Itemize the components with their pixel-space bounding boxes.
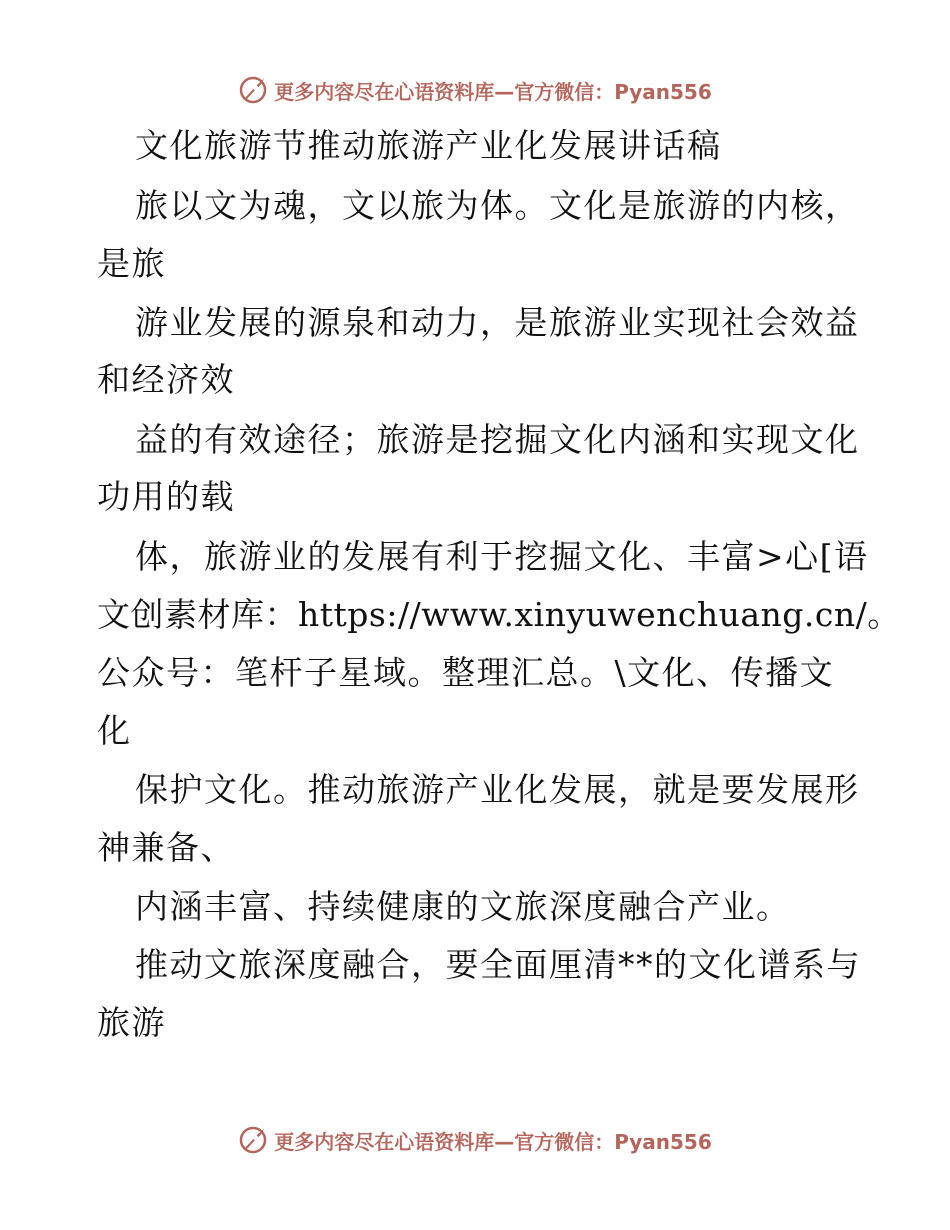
- text-line: 是旅: [97, 244, 166, 283]
- text-line: 功用的载: [97, 477, 235, 516]
- quill-logo-icon: [238, 1125, 268, 1155]
- text-line: 公众号：笔杆子星域。整理汇总。\文化、传播文: [97, 653, 835, 692]
- banner-text: 更多内容尽在心语资料库—官方微信：Pyan556: [274, 1129, 712, 1154]
- text-line: 保护文化。推动旅游产业化发展，就是要发展形: [135, 770, 860, 809]
- document-title: 文化旅游节推动旅游产业化发展讲话稿: [135, 126, 722, 165]
- text-line: 和经济效: [97, 360, 235, 399]
- banner-text: 更多内容尽在心语资料库—官方微信：Pyan556: [274, 79, 712, 104]
- footer-banner: [0, 1122, 950, 1158]
- text-line: 神兼备、: [97, 828, 235, 867]
- text-line: 游业发展的源泉和动力，是旅游业实现社会效益: [135, 303, 860, 342]
- text-line: 旅游: [97, 1003, 166, 1042]
- text-line: 化: [97, 711, 132, 750]
- text-line: 文创素材库：https://www.xinyuwenchuang.cn/。: [97, 595, 901, 634]
- text-line: 旅以文为魂，文以旅为体。文化是旅游的内核，: [135, 186, 860, 225]
- text-line: 体，旅游业的发展有利于挖掘文化、丰富>心[语: [135, 537, 869, 576]
- text-line: 益的有效途径；旅游是挖掘文化内涵和实现文化: [135, 420, 860, 459]
- text-line: 内涵丰富、持续健康的文旅深度融合产业。: [135, 887, 791, 926]
- text-line: 推动文旅深度融合，要全面厘清**的文化谱系与: [135, 945, 861, 984]
